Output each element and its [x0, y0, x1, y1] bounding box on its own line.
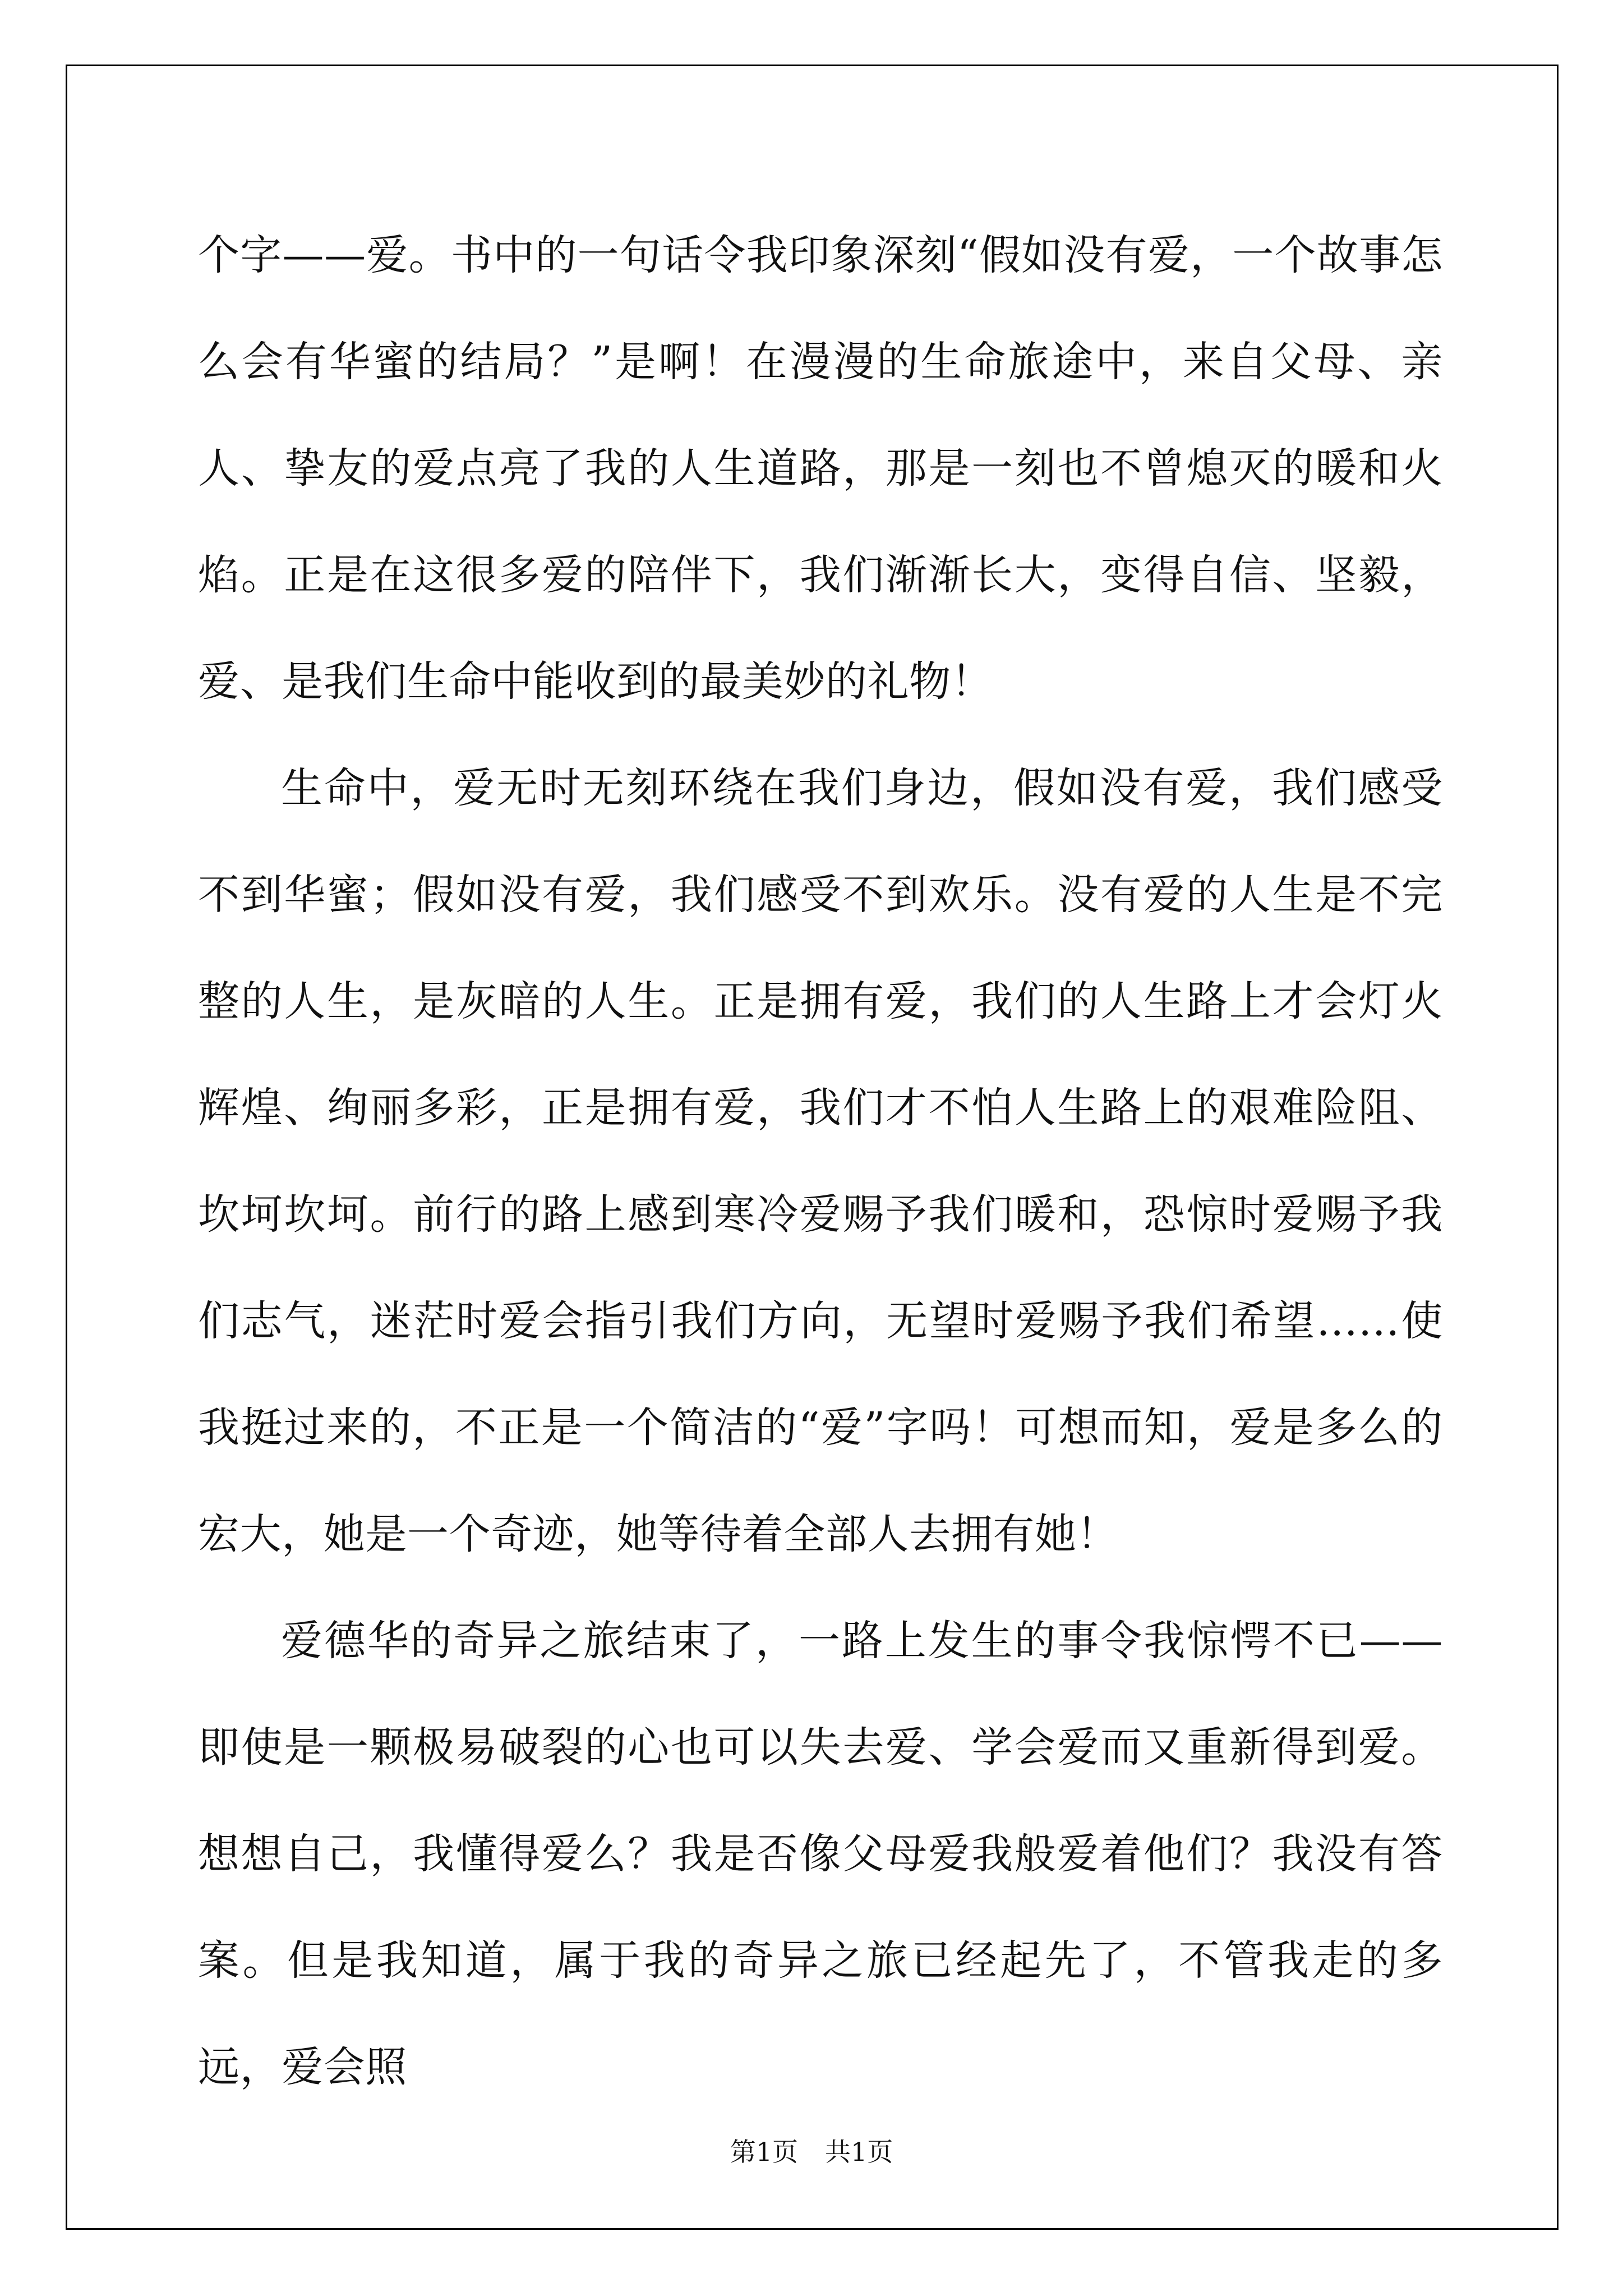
page-total: 共1页 — [825, 2137, 893, 2167]
page-footer — [0, 2132, 1623, 2169]
paragraph-3: 爱德华的奇异之旅结束了，一路上发生的事令我惊愕不已——即使是一颗极易破裂的心也可以失去爱、学会爱而又重新得到爱。想想自己，我懂得爱么？我是否像父母爱我般爱着他们？我没有答案。但是我知道，属于我的奇异之旅已经起先了，不管我走的多远，爱会照 — [198, 1617, 1443, 2091]
page-number: 第1页 — [730, 2137, 798, 2167]
document-body — [198, 202, 1443, 2120]
paragraph-2: 生命中，爱无时无刻环绕在我们身边，假如没有爱，我们感受不到华蜜；假如没有爱，我们感受不到欢乐。没有爱的人生是不完整的人生，是灰暗的人生。正是拥有爱，我们的人生路上才会灯火辉煌、绚丽多彩，正是拥有爱，我们才不怕人生路上的艰难险阻、坎坷坎坷。前行的路上感到寒冷爱赐予我们暖和，恐惊时爱赐予我们志气，迷茫时爱会指引我们方向，无望时爱赐予我们希望……使我挺过来的，不正是一个简洁的“爱”字吗！可想而知，爱是多么的宏大，她是一个奇迹，她等待着全部人去拥有她！ — [198, 764, 1443, 1558]
paragraph-1: 个字——爱。书中的一句话令我印象深刻“假如没有爱，一个故事怎么会有华蜜的结局？”是啊！在漫漫的生命旅途中，来自父母、亲人、挚友的爱点亮了我的人生道路，那是一刻也不曾熄灭的暖和火焰。正是在这很多爱的陪伴下，我们渐渐长大，变得自信、坚毅，爱、是我们生命中能收到的最美妙的礼物！ — [198, 231, 1443, 706]
